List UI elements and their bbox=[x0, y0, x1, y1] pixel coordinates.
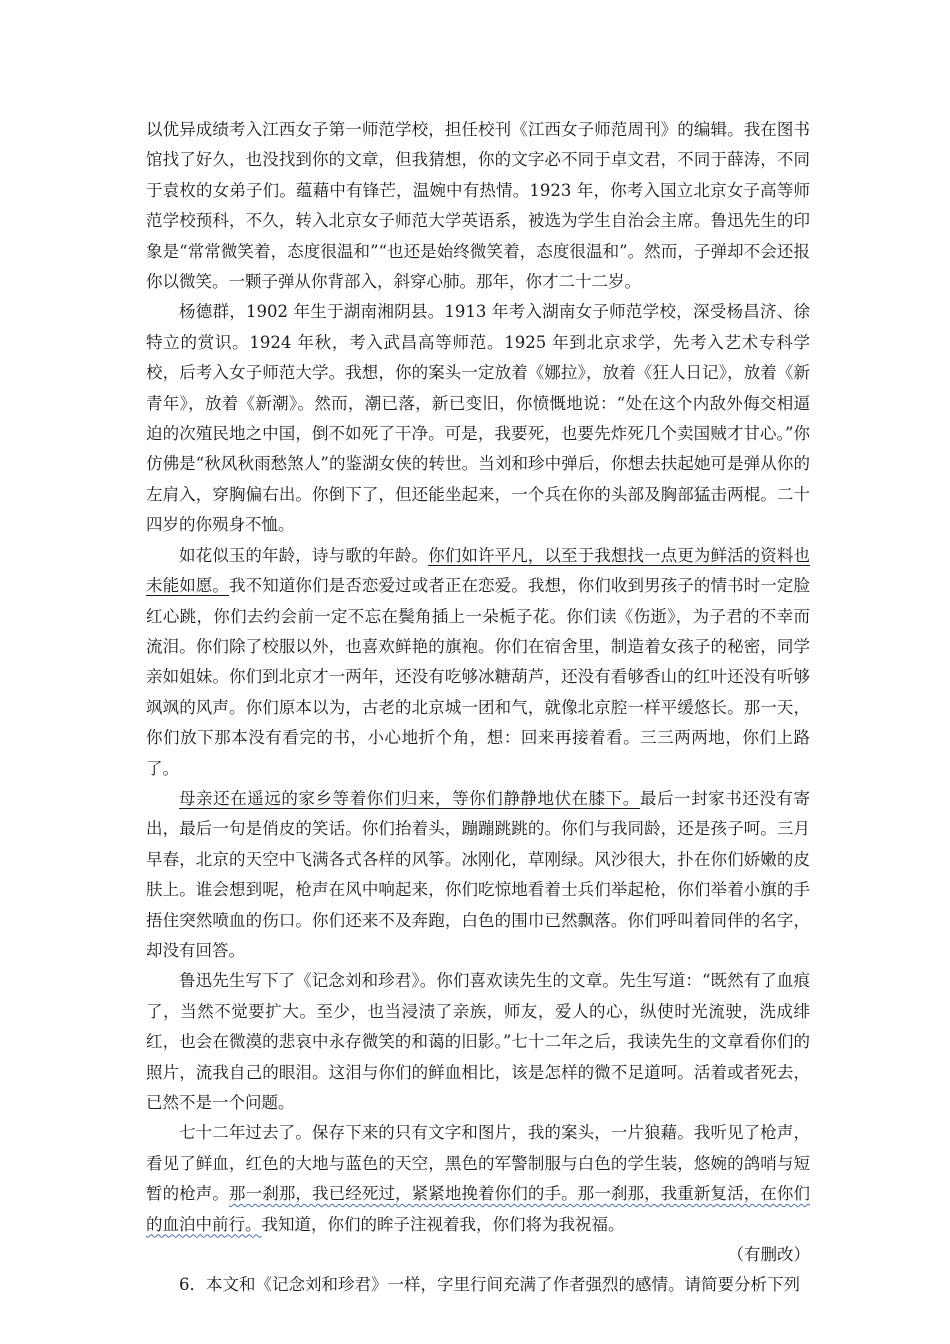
paragraph-6-rest: 我知道，你们的眸子注视着我，你们将为我祝福。 bbox=[261, 1214, 625, 1234]
underlined-sentence-2: 母亲还在遥远的家乡等着你们归来，等你们静静地伏在膝下。 bbox=[179, 788, 640, 808]
paragraph-1: 以优异成绩考入江西女子第一师范学校，担任校刊《江西女子师范周刊》的编辑。我在图书馆找了好久，也没找到你的文章，但我猜想，你的文字必不同于卓文君，不同于薛涛，不同于袁枚的女弟子们。蕴藉中有锋芒，温婉中有热情。1923 年，你考入国立北京女子高等师范学校预科，不久，转入北京女子师范大学英语系，被选为学生自治会主席。鲁迅先生的印象是“常常微笑着，态度很温和”“也还是始终微笑着，态度很温和”。然而，子弹却不会还报你以微笑。一颗子弹从你背部入，斜穿心肺。那年，你才二十二岁。 bbox=[146, 120, 810, 292]
paragraph-4-rest: 最后一封家书还没有寄出，最后一句是俏皮的笑话。你们抬着头，蹦蹦跳跳的。你们与我同龄，还是孩子呵。三月早春，北京的天空中飞满各式各样的风筝。冰刚化，草刚绿。风沙很大，扑在你们娇嫩的皮肤上。谁会想到呢，枪声在风中响起来，你们吃惊地看着士兵们举起枪，你们举着小旗的手捂住突然喷血的伤口。你们还来不及奔跑，白色的围巾已然飘落。你们呼叫着同伴的名字，却没有回答。 bbox=[146, 788, 811, 960]
source-note: （有删改） bbox=[727, 1245, 810, 1265]
wavy-underlined-sentence: 那一刹那，我已经死过，紧紧地挽着你们的手。那一刹那，我重新复活，在你们的血泊中前行。 bbox=[146, 1184, 811, 1234]
paragraph-3 bbox=[146, 541, 810, 784]
underlined-sentence-1: 你们如许平凡，以至于我想找一点更为鲜活的资料也未能如愿。 bbox=[146, 545, 811, 596]
paragraph-3-rest: 我不知道你们是否恋爱过或者正在恋爱。我想，你们收到男孩子的情书时一定脸红心跳，你们去约会前一定不忘在鬓角插上一朵栀子花。你们读《伤逝》，为子君的不幸而流泪。你们除了校服以外，也喜欢鲜艳的旗袍。你们在宿舍里，制造着女孩子的秘密，同学亲如姐妹。你们到北京才一两年，还没有吃够冰糖葫芦，还没有看够香山的红叶还没有听够飒飒的风声。你们原本以为，古老的北京城一团和气，就像北京腔一样平缓悠长。那一天，你们放下那本没有看完的书，小心地折个角，想：回来再接着看。三三两两地，你们上路了。 bbox=[146, 576, 811, 778]
paragraph-5: 鲁迅先生写下了《记念刘和珍君》。你们喜欢读先生的文章。先生写道：“既然有了血痕了，当然不觉要扩大。至少，也当浸渍了亲族，师友，爱人的心，纵使时光流驶，洗成绯红，也会在微漠的悲哀中永存微笑的和蔼的旧影。”七十二年之后，我读先生的文章看你们的照片，流我自己的眼泪。这泪与你们的鲜血相比，该是怎样的微不足道呵。活着或者死去，已然不是一个问题。 bbox=[146, 971, 810, 1112]
article-body bbox=[146, 115, 810, 1301]
paragraph-2: 杨德群，1902 年生于湖南湘阴县。1913 年考入湖南女子师范学校，深受杨昌济、徐特立的赏识。1924 年秋，考入武昌高等师范。1925 年到北京求学，先考入艺术专科学校，后考入女子师范大学。我想，你的案头一定放着《娜拉》，放着《狂人日记》，放着《新青年》，放着《新潮》。然而，潮已落，新已变旧，你愤慨地说：“处在这个内敌外侮交相逼迫的次殖民地之中国，倒不如死了干净。可是，我要死，也要先炸死几个卖国贼才甘心。”你仿佛是“秋风秋雨愁煞人”的鉴湖女侠的转世。当刘和珍中弹后，你想去扶起她可是弹从你的左肩入，穿胸偏右出。你倒下了，但还能坐起来，一个兵在你的头部及胸部猛击两棍。二十四岁的你殒身不恤。 bbox=[146, 302, 810, 535]
paragraph-4 bbox=[146, 784, 810, 966]
paragraph-3-lead: 如花似玉的年龄，诗与歌的年龄。 bbox=[179, 545, 429, 565]
paragraph-6-lead: 七十二年过去了。保存下来的只有文字和图片，我的案头，一片狼藉。我听见了枪声，看见了鲜血，红色的大地与蓝色的天空，黑色的军警制服与白色的学生装，悠婉的鸽哨与短暂的枪声。 bbox=[146, 1123, 810, 1204]
paragraph-6 bbox=[146, 1118, 810, 1240]
question-6: 6．本文和《记念刘和珍君》一样，字里行间充满了作者强烈的感情。请简要分析下列 bbox=[179, 1275, 800, 1295]
